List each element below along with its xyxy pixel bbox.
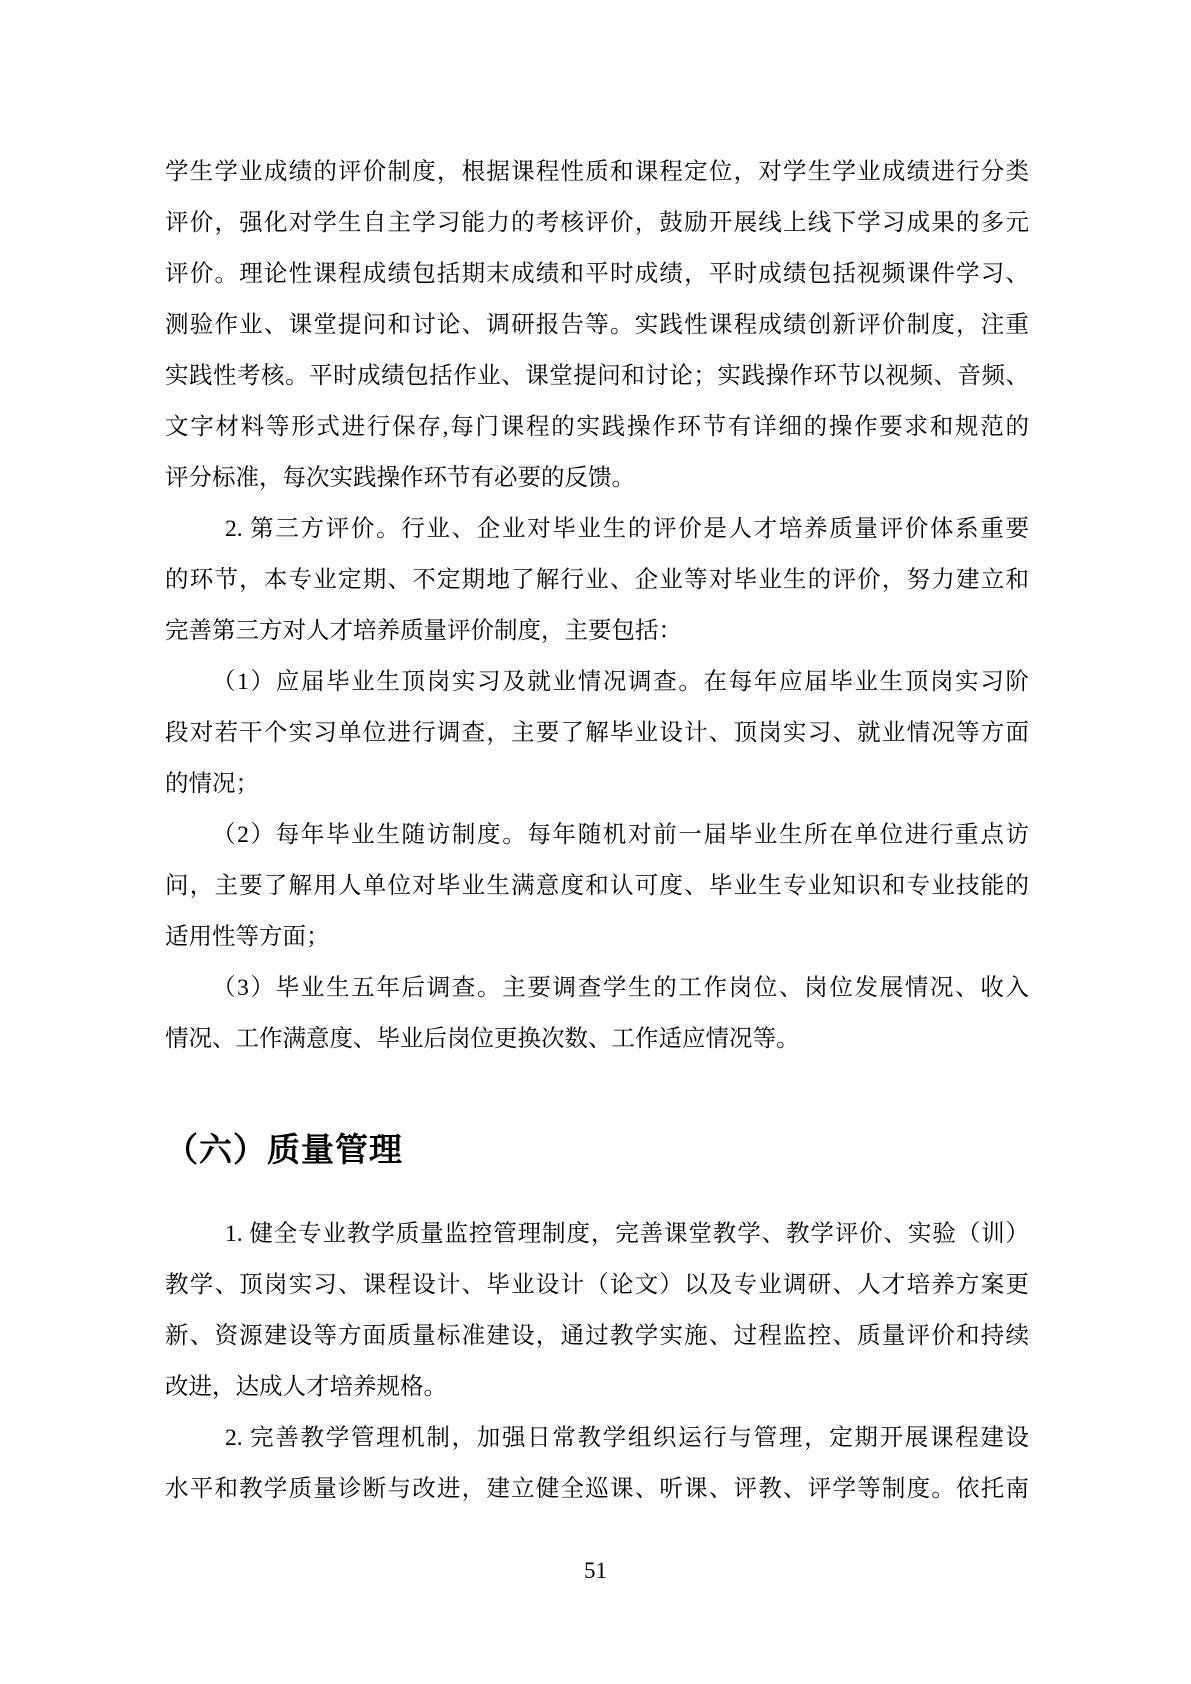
text-line: 问，主要了解用人单位对毕业生满意度和认可度、毕业生专业知识和专业技能的 <box>165 873 1029 899</box>
text-line: 教学、顶岗实习、课程设计、毕业设计（论文）以及专业调研、人才培养方案更 <box>165 1272 1029 1298</box>
document-body <box>165 147 1029 1515</box>
text-line: 文字材料等形式进行保存,每门课程的实践操作环节有详细的操作要求和规范的 <box>165 414 1029 440</box>
section-heading-quality-management: （六）质量管理 <box>165 1133 403 1169</box>
text-line: 2. 第三方评价。行业、企业对毕业生的评价是人才培养质量评价体系重要 <box>225 516 1029 542</box>
text-line: 评价，强化对学生自主学习能力的考核评价，鼓励开展线上线下学习成果的多元 <box>165 210 1029 236</box>
text-line: 实践性考核。平时成绩包括作业、课堂提问和讨论；实践操作环节以视频、音频、 <box>165 363 1029 389</box>
text-line: 适用性等方面； <box>165 924 330 950</box>
text-line: 评分标准，每次实践操作环节有必要的反馈。 <box>165 465 635 491</box>
text-line: 改进，达成人才培养规格。 <box>165 1374 447 1400</box>
text-line: 2. 完善教学管理机制，加强日常教学组织运行与管理，定期开展课程建设 <box>225 1425 1029 1451</box>
text-line: 1. 健全专业教学质量监控管理制度，完善课堂教学、教学评价、实验（训） <box>225 1221 1029 1247</box>
text-line: 的情况； <box>165 771 259 797</box>
text-line: 测验作业、课堂提问和讨论、调研报告等。实践性课程成绩创新评价制度，注重 <box>165 312 1029 338</box>
text-line: 段对若干个实习单位进行调查，主要了解毕业设计、顶岗实习、就业情况等方面 <box>165 720 1029 746</box>
text-line: 水平和教学质量诊断与改进，建立健全巡课、听课、评教、评学等制度。依托南 <box>165 1476 1029 1502</box>
text-line: 完善第三方对人才培养质量评价制度，主要包括： <box>165 618 682 644</box>
text-line: （3）毕业生五年后调查。主要调查学生的工作岗位、岗位发展情况、收入 <box>212 975 1029 1001</box>
quality-section-body <box>165 1209 1029 1515</box>
page-number: 51 <box>584 1558 607 1583</box>
text-line: （1）应届毕业生顶岗实习及就业情况调查。在每年应届毕业生顶岗实习阶 <box>212 669 1029 695</box>
text-line: 学生学业成绩的评价制度，根据课程性质和课程定位，对学生学业成绩进行分类 <box>165 159 1029 185</box>
text-line: 情况、工作满意度、毕业后岗位更换次数、工作适应情况等。 <box>165 1026 800 1052</box>
text-line: 新、资源建设等方面质量标准建设，通过教学实施、过程监控、质量评价和持续 <box>165 1323 1029 1349</box>
text-line: （2）每年毕业生随访制度。每年随机对前一届毕业生所在单位进行重点访 <box>212 822 1029 848</box>
text-line: 评价。理论性课程成绩包括期末成绩和平时成绩，平时成绩包括视频课件学习、 <box>165 261 1029 287</box>
text-line: 的环节，本专业定期、不定期地了解行业、企业等对毕业生的评价，努力建立和 <box>165 567 1029 593</box>
